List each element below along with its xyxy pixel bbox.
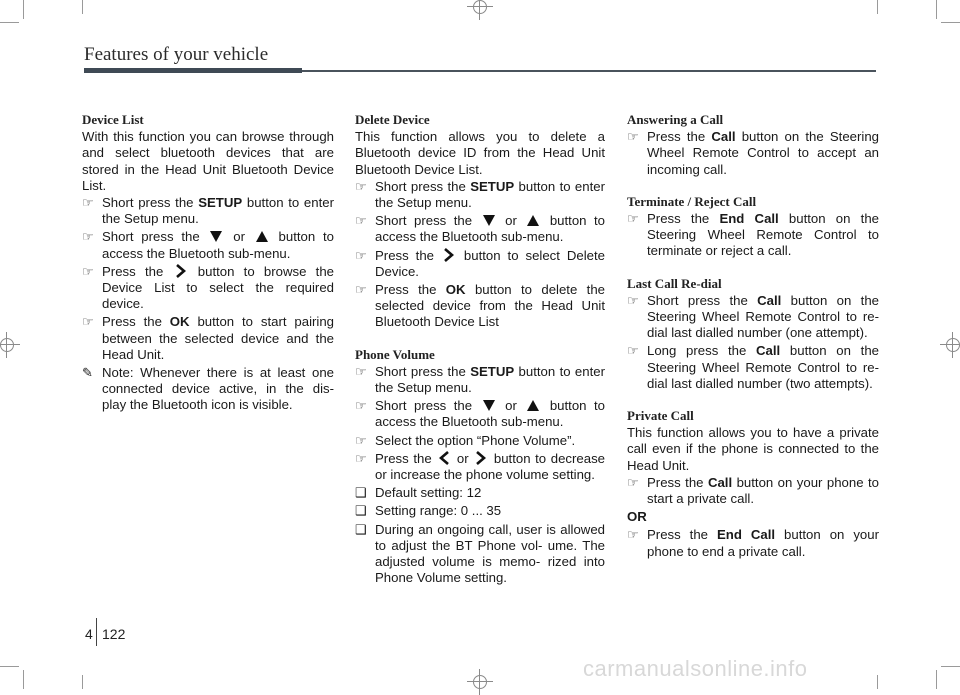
pointing-hand-icon: ☞ (355, 398, 367, 414)
up-arrow-icon (256, 231, 268, 242)
last-call-step-2: ☞ Long press the Call button on the Steering Wheel Remote Control to re- dial last dialled number (two attempts). (627, 343, 879, 391)
answering-step-1: ☞ Press the Call button on the Steering Wheel Remote Control to accept an incoming call. (627, 129, 879, 177)
pointing-hand-icon: ☞ (627, 211, 639, 227)
down-arrow-icon (210, 231, 222, 242)
page-number-divider (96, 618, 97, 646)
pointing-hand-icon: ☞ (355, 213, 367, 229)
delete-device-step-1: ☞ Short press the SETUP button to enter the Setup menu. (355, 178, 605, 211)
private-call-step-1: ☞ Press the Call button on your phone to start a private call. (627, 474, 879, 507)
section-heading-phone-volume: Phone Volume (355, 346, 435, 362)
device-list-step-1: ☞ Short press the SETUP button to enter the Setup menu. (82, 195, 334, 227)
device-list-step-4: ☞ Press the OK button to start pairing between the selected device and the Head Unit. (82, 314, 334, 362)
checkbox-icon: ❑ (355, 485, 367, 501)
up-arrow-icon (527, 400, 539, 411)
chevron-right-icon (476, 451, 486, 465)
private-call-step-2: ☞ Press the End Call button on your phone to end a private call. (627, 527, 879, 559)
header-rule (302, 70, 876, 72)
pointing-hand-icon: ☞ (355, 363, 367, 379)
page-number: 122 (102, 626, 126, 642)
registration-mark-icon (467, 0, 493, 20)
delete-device-step-2: ☞ Short press the or button to access the Bluetooth sub-menu. (355, 213, 606, 245)
device-list-step-2: ☞ Short press the or button to access the Bluetooth sub-menu. (82, 229, 334, 261)
section-heading-delete-device: Delete Device (355, 112, 430, 127)
phone-volume-step-3: ☞ Select the option “Phone Volume”. (355, 432, 576, 448)
pointing-hand-icon: ☞ (627, 343, 639, 359)
column-3 (627, 112, 879, 562)
pointing-hand-icon: ☞ (82, 195, 94, 211)
pointing-hand-icon: ☞ (627, 129, 639, 145)
terminate-step-1: ☞ Press the End Call button on the Steering Wheel Remote Control to terminate or reject a call. (627, 211, 879, 259)
section-heading-device-list: Device List (82, 112, 144, 127)
crop-mark (82, 675, 83, 689)
pointing-hand-icon: ☞ (355, 247, 367, 263)
device-list-step-3: ☞ Press the button to browse the Device List to select the required device. (82, 263, 334, 312)
crop-mark (23, 670, 24, 689)
phone-volume-range: ❑ Setting range: 0 ... 35 (355, 503, 502, 519)
crop-mark (23, 0, 24, 19)
phone-volume-step-1: ☞ Short press the SETUP button to enter the Setup menu. (355, 363, 605, 396)
phone-volume-step-4: ☞ Press the or button to decrease or increase the phone volume setting. (355, 450, 606, 483)
pointing-hand-icon: ☞ (355, 432, 367, 448)
column-2 (355, 112, 605, 588)
delete-device-intro: This function allows you to delete a Bluetooth device ID from the Head Unit Bluetooth Device List. (355, 129, 605, 177)
pointing-hand-icon: ☞ (82, 263, 94, 279)
page-section-number: 4 (85, 626, 93, 642)
checkbox-icon: ❑ (355, 503, 367, 519)
up-arrow-icon (527, 215, 539, 226)
pointing-hand-icon: ☞ (627, 292, 639, 308)
pencil-icon: ✎ (82, 365, 94, 381)
chevron-right-icon (444, 248, 454, 262)
device-list-intro: With this function you can browse through and select bluetooth devices that are stored in the Head Unit Bluetooth Device List. (82, 129, 334, 193)
crop-mark (0, 666, 19, 667)
pointing-hand-icon: ☞ (627, 527, 639, 543)
crop-mark (877, 675, 878, 689)
crop-mark (941, 666, 960, 667)
section-heading-terminate-call: Terminate / Reject Call (627, 193, 757, 209)
column-1 (82, 112, 334, 416)
chevron-right-icon (176, 264, 186, 278)
pointing-hand-icon: ☞ (355, 450, 367, 466)
header-bar (84, 68, 302, 73)
crop-mark (936, 670, 937, 689)
section-heading-last-call-redial: Last Call Re-dial (627, 275, 722, 291)
crop-mark (0, 22, 19, 23)
section-heading-private-call: Private Call (627, 408, 694, 424)
device-list-note: ✎ Note: Whenever there is at least one connected device active, in the dis- play the Bluetooth icon is visible. (82, 365, 334, 413)
crop-mark (936, 0, 937, 19)
registration-mark-icon (0, 332, 20, 358)
pointing-hand-icon: ☞ (355, 178, 367, 194)
down-arrow-icon (483, 215, 495, 226)
watermark: carmanualsonline.info (583, 656, 808, 681)
phone-volume-step-2: ☞ Short press the or button to access the Bluetooth sub-menu. (355, 398, 606, 430)
crop-mark (82, 0, 83, 14)
private-call-intro: This function allows you to have a private call even if the phone is connected to the Head Unit. (627, 425, 879, 473)
private-call-or: OR (627, 509, 647, 525)
page-header-title: Features of your vehicle (84, 44, 269, 65)
registration-mark-icon (467, 669, 493, 695)
delete-device-step-3: ☞ Press the button to select Delete Device. (355, 247, 605, 279)
crop-mark (877, 0, 878, 14)
phone-volume-during-call: ❑ During an ongoing call, user is allowed to adjust the BT Phone vol- ume. The adjusted volume is memo- rized into Phone Volume setting. (355, 521, 605, 586)
pointing-hand-icon: ☞ (355, 282, 367, 298)
registration-mark-icon (940, 332, 960, 358)
crop-mark (941, 22, 960, 23)
pointing-hand-icon: ☞ (82, 314, 94, 330)
pointing-hand-icon: ☞ (627, 474, 639, 490)
pointing-hand-icon: ☞ (82, 229, 94, 245)
chevron-left-icon (439, 451, 449, 465)
phone-volume-default: ❑ Default setting: 12 (355, 485, 482, 501)
delete-device-step-4: ☞ Press the OK button to delete the selected device from the Head Unit Bluetooth Device List (355, 282, 605, 330)
section-heading-answering-call: Answering a Call (627, 112, 724, 127)
last-call-step-1: ☞ Short press the Call button on the Steering Wheel Remote Control to re- dial last dialled number (one attempt). (627, 292, 879, 341)
checkbox-icon: ❑ (355, 521, 367, 537)
down-arrow-icon (483, 400, 495, 411)
